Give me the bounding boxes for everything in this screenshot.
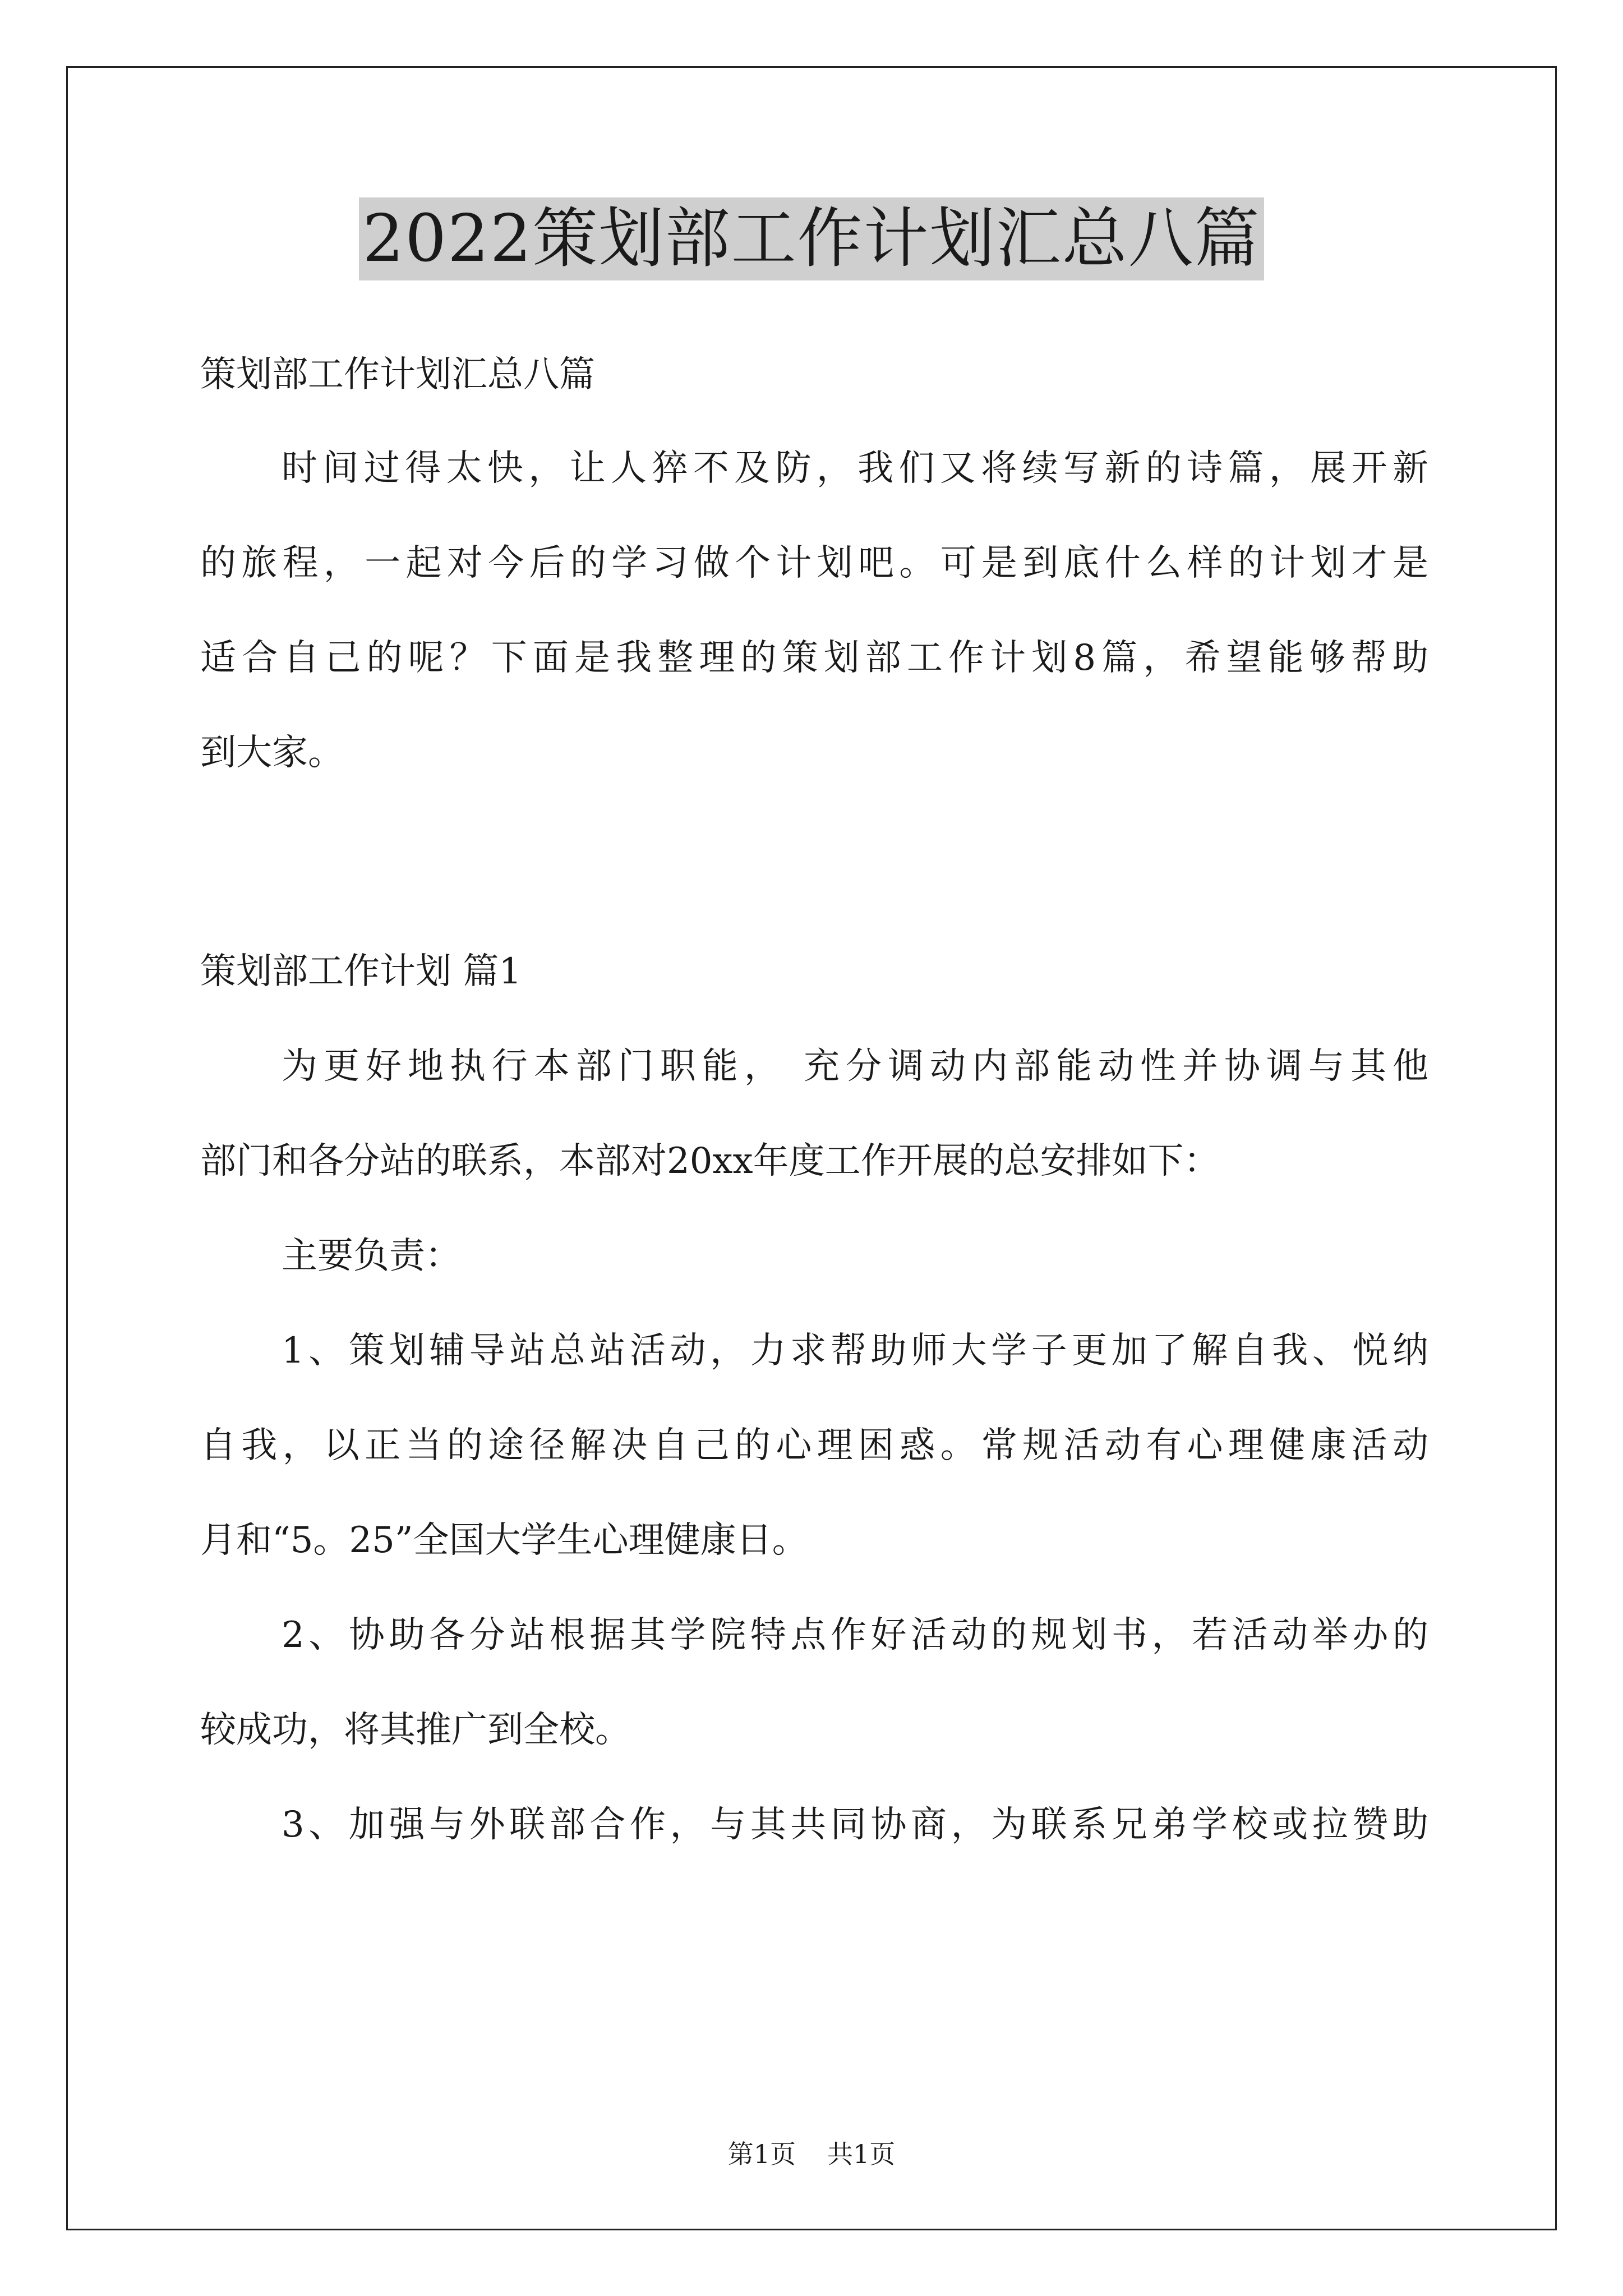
paragraph-line: 主要负责： [282, 1235, 461, 1277]
paragraph-line: 为更好地执行本部门职能， 充分调动内部能动性并协调与其他 [282, 1046, 1428, 1087]
paragraph-line: 月和“5。25”全国大学生心理健康日。 [200, 1520, 808, 1561]
paragraph-line: 到大家。 [200, 732, 344, 774]
paragraph-line: 较成功，将其推广到全校。 [200, 1709, 631, 1751]
paragraph-line: 的旅程，一起对今后的学习做个计划吧。可是到底什么样的计划才是 [200, 542, 1428, 584]
paragraph-line: 自我，以正当的途径解决自己的心理困惑。常规活动有心理健康活动 [200, 1425, 1428, 1466]
paragraph-line: 3、加强与外联部合作，与其共同协商，为联系兄弟学校或拉赞助 [282, 1804, 1428, 1846]
paragraph-line: 2、协助各分站根据其学院特点作好活动的规划书，若活动举办的 [282, 1614, 1428, 1656]
page-total: 共1页 [827, 2139, 896, 2169]
section-heading: 策划部工作计划 篇1 [200, 951, 522, 992]
paragraph-line: 1、策划辅导站总站活动，力求帮助师大学子更加了解自我、悦纳 [282, 1330, 1428, 1372]
paragraph-line: 部门和各分站的联系，本部对20xx年度工作开展的总安排如下： [200, 1140, 1220, 1182]
paragraph-line: 适合自己的呢？下面是我整理的策划部工作计划8篇，希望能够帮助 [200, 637, 1428, 679]
document-title: 2022策划部工作计划汇总八篇 [359, 197, 1264, 280]
subtitle-line: 策划部工作计划汇总八篇 [200, 354, 595, 395]
paragraph-line: 时间过得太快，让人猝不及防，我们又将续写新的诗篇，展开新 [282, 448, 1428, 489]
page-number: 第1页 [727, 2139, 796, 2169]
title-container [0, 197, 1623, 280]
page-footer [0, 2137, 1623, 2171]
